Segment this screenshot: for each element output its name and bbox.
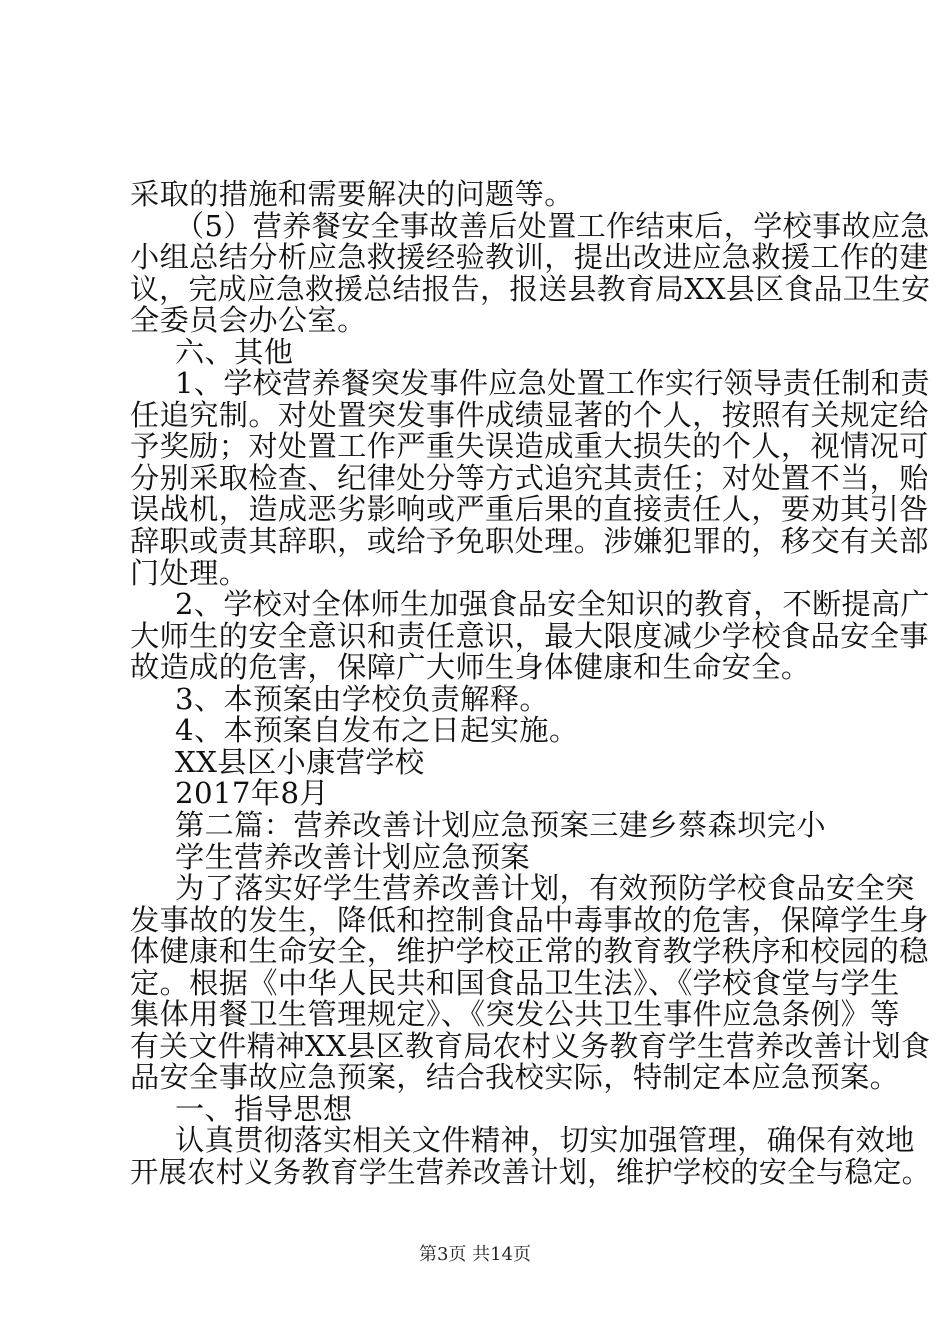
- chapter-title: 第二篇：营养改善计划应急预案三建乡蔡森坝完小: [175, 808, 826, 842]
- text-line: 分别采取检查、纪律处分等方式追究其责任；对处置不当，贻: [130, 461, 929, 495]
- text-line: 任追究制。对处置突发事件成绩显著的个人，按照有关规定给: [130, 398, 929, 432]
- document-title: 学生营养改善计划应急预案: [175, 840, 531, 874]
- text-line: 发事故的发生，降低和控制食品中毒事故的危害，保障学生身: [130, 903, 929, 937]
- text-line: 集体用餐卫生管理规定》、《突发公共卫生事件应急条例》等: [130, 997, 900, 1031]
- text-line: 误战机，造成恶劣影响或严重后果的直接责任人，要劝其引咎: [130, 492, 929, 526]
- text-line: 予奖励；对处置工作严重失误造成重大损失的个人，视情况可: [130, 429, 929, 463]
- text-line: 3、本预案由学校负责解释。: [175, 682, 550, 716]
- text-line: 辞职或责其辞职，或给予免职处理。涉嫌犯罪的，移交有关部: [130, 524, 929, 558]
- section-heading: 六、其他: [175, 335, 294, 369]
- text-line: 品安全事故应急预案，结合我校实际，特制定本应急预案。: [130, 1060, 900, 1094]
- text-line: 议，完成应急救援总结报告，报送县教育局XX县区食品卫生安: [130, 272, 931, 306]
- signature-org: XX县区小康营学校: [175, 745, 425, 779]
- page-footer: 第3页 共14页: [418, 1244, 532, 1265]
- text-line: 有关文件精神XX县区教育局农村义务教育学生营养改善计划食: [130, 1029, 931, 1063]
- text-line: 为了落实好学生营养改善计划，有效预防学校食品安全突: [175, 871, 915, 905]
- text-line: 小组总结分析应急救援经验教训，提出改进应急救援工作的建: [130, 240, 929, 274]
- section-heading: 一、指导思想: [175, 1092, 353, 1126]
- text-line: （5）营养餐安全事故善后处置工作结束后，学校事故应急: [175, 209, 930, 243]
- text-line: 故造成的危害，保障广大师生身体健康和生命安全。: [130, 650, 811, 684]
- text-line: 开展农村义务教育学生营养改善计划，维护学校的安全与稳定。: [130, 1155, 931, 1189]
- signature-date: 2017年8月: [175, 776, 330, 810]
- text-line: 1、学校营养餐突发事件应急处置工作实行领导责任制和责: [175, 366, 930, 400]
- text-line: 2、学校对全体师生加强食品安全知识的教育，不断提高广: [175, 587, 930, 621]
- text-line: 全委员会办公室。: [130, 303, 367, 337]
- text-line: 定。根据《中华人民共和国食品卫生法》、《学校食堂与学生: [130, 966, 900, 1000]
- text-line: 门处理。: [130, 556, 249, 590]
- text-line: 体健康和生命安全，维护学校正常的教育教学秩序和校园的稳: [130, 934, 929, 968]
- text-line: 认真贯彻落实相关文件精神，切实加强管理，确保有效地: [175, 1123, 915, 1157]
- text-line: 4、本预案自发布之日起实施。: [175, 713, 579, 747]
- text-line: 采取的措施和需要解决的问题等。: [130, 177, 574, 211]
- text-line: 大师生的安全意识和责任意识，最大限度减少学校食品安全事: [130, 619, 929, 653]
